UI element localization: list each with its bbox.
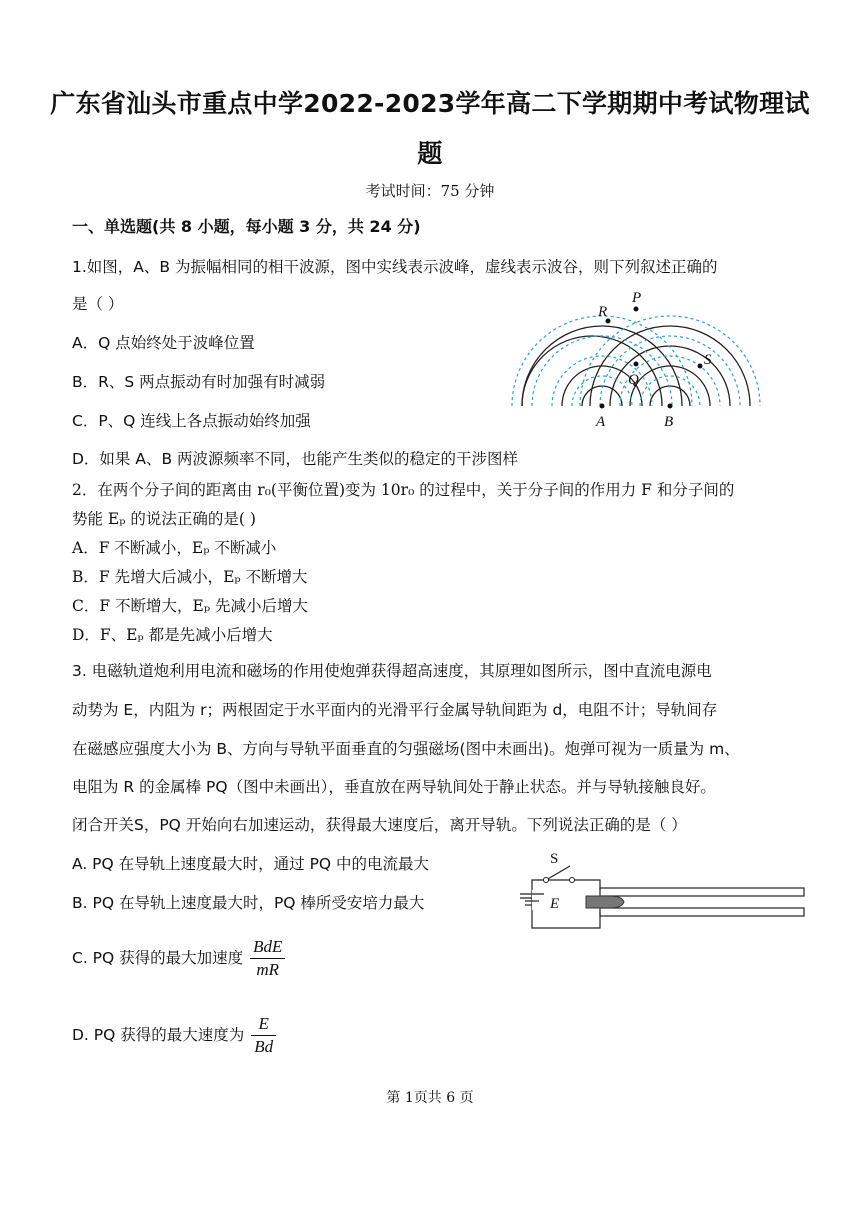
point-s [698, 364, 703, 369]
wave-crest-b-1 [650, 386, 690, 406]
q3-stem-line1: 3. 电磁轨道炮利用电流和磁场的作用使炮弹获得超高速度，其原理如图所示，图中直流电源电 [72, 662, 712, 680]
q3-option-c-numerator: BdE [250, 936, 285, 959]
q3-option-a: A. PQ 在导轨上速度最大时，通过 PQ 中的电流最大 [72, 855, 430, 873]
q1-stem-line2: 是（ ） [72, 295, 124, 313]
q2-option-a: A．F 不断减小，Eₚ 不断减小 [72, 539, 277, 557]
label-s: S [704, 352, 712, 368]
document-title-line1: 广东省汕头市重点中学2022-2023学年高二下学期期中考试物理试 [50, 89, 810, 118]
wave-trough-a-1 [572, 376, 632, 406]
q3-option-d-text: D. PQ 获得的最大速度为 [72, 1026, 245, 1044]
switch-lever [546, 866, 570, 880]
projectile [586, 896, 624, 908]
q1-option-b: B．R、S 两点振动有时加强有时减弱 [72, 373, 326, 391]
wave-crest-a-1 [582, 386, 622, 406]
point-p [634, 307, 639, 312]
q3-option-d-numerator: E [251, 1013, 276, 1036]
q3-option-c-fraction [250, 936, 285, 981]
switch-contact-right [570, 878, 575, 883]
wave-trough-b-4 [580, 316, 760, 406]
q1-option-a: A．Q 点始终处于波峰位置 [72, 334, 255, 352]
circuit-wire-top [582, 880, 600, 890]
q1-stem-line1: 1.如图，A、B 为振幅相同的相干波源，图中实线表示波峰，虚线表示波谷，则下列叙述正确的 [72, 258, 718, 276]
q2-stem-line1: 2．在两个分子间的距离由 r₀(平衡位置)变为 10r₀ 的过程中，关于分子间的作用力 F 和分子间的 [72, 481, 735, 499]
battery-gap [532, 890, 546, 910]
q3-option-d [72, 1013, 276, 1058]
page-footer: 第 1页共 6 页 [386, 1090, 474, 1106]
q3-option-d-denominator: Bd [254, 1037, 274, 1056]
rail-top [600, 888, 804, 896]
wave-interference-figure [510, 288, 780, 433]
q3-stem-line4: 电阻为 R 的金属棒 PQ（图中未画出），垂直放在两导轨间处于静止状态。并与导轨接触良好。 [72, 778, 716, 796]
q1-option-d: D．如果 A、B 两波源频率不同，也能产生类似的稳定的干涉图样 [72, 450, 519, 468]
q3-option-c-text: C. PQ 获得的最大加速度 [72, 949, 244, 967]
label-switch: S [550, 851, 559, 867]
q3-option-c-denominator: mR [256, 960, 280, 979]
q3-option-b: B. PQ 在导轨上速度最大时，PQ 棒所受安培力最大 [72, 894, 425, 912]
source-a-point [600, 404, 605, 409]
q2-option-b: B．F 先增大后减小，Eₚ 不断增大 [72, 568, 308, 586]
point-q [634, 362, 639, 367]
label-q: Q [628, 372, 639, 388]
label-r: R [598, 304, 608, 320]
switch-contact-left [544, 878, 549, 883]
exam-time: 考试时间：75 分钟 [365, 182, 495, 200]
q3-option-d-fraction [251, 1013, 276, 1058]
document-title-line2: 题 [417, 139, 443, 168]
source-b-point [668, 404, 673, 409]
section-heading: 一、单选题(共 8 小题，每小题 3 分，共 24 分) [72, 217, 421, 236]
q2-option-d: D．F、Eₚ 都是先减小后增大 [72, 626, 273, 644]
q3-stem-line5: 闭合开关S，PQ 开始向右加速运动，获得最大速度后，离开导轨。下列说法正确的是（ ） [72, 816, 687, 834]
label-a: A [596, 414, 606, 430]
q3-stem-line3: 在磁感应强度大小为 B、方向与导轨平面垂直的匀强磁场(图中未画出)。炮弹可视为一质量为 m、 [72, 740, 740, 758]
q3-stem-line2: 动势为 E，内阻为 r；两根固定于水平面内的光滑平行金属导轨间距为 d，电阻不计；导轨间存 [72, 701, 718, 719]
q3-option-c [72, 936, 285, 981]
label-p: P [632, 290, 642, 306]
rail-bottom [600, 908, 804, 916]
q2-stem-line2: 势能 Eₚ 的说法正确的是( ) [72, 510, 256, 528]
label-emf: E [550, 896, 560, 912]
q2-option-c: C．F 不断增大，Eₚ 先减小后增大 [72, 597, 308, 615]
railgun-figure [512, 850, 812, 935]
label-b: B [664, 414, 674, 430]
q1-option-c: C．P、Q 连线上各点振动始终加强 [72, 412, 311, 430]
